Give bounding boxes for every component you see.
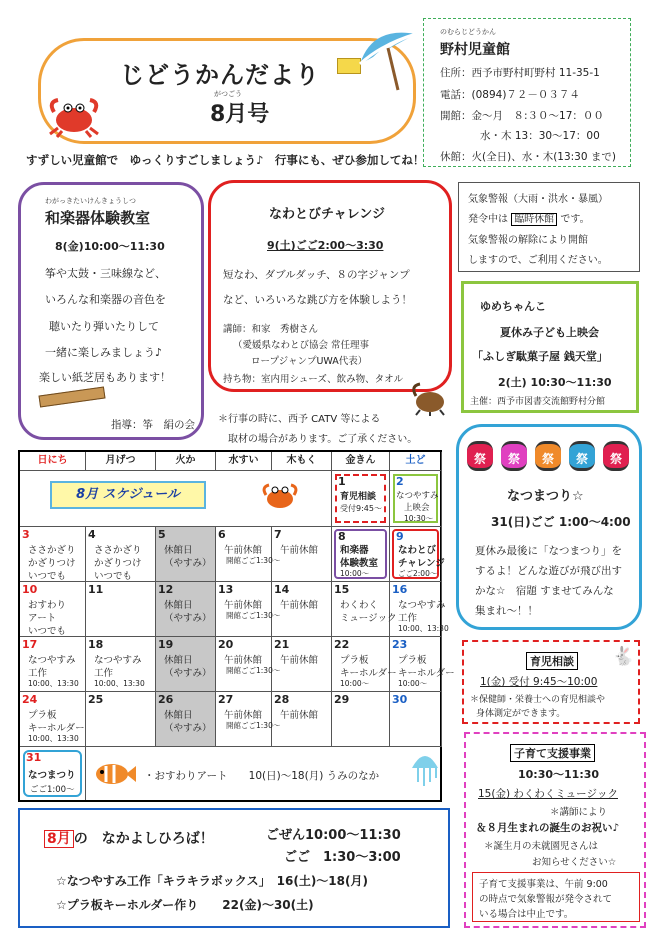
media-note-1: ＊行事の時に、西予 CATV 等による — [218, 414, 381, 425]
hiroba-title-text: の なかよしひろば！ — [73, 831, 214, 847]
calendar-day-20 — [216, 637, 281, 692]
day-event: （やすみ） — [164, 558, 212, 569]
schedule-label: 8月 スケジュール — [50, 481, 206, 509]
day-event: 開館ごご1:30～ — [226, 556, 281, 565]
nawatobi-text: ロープジャンプUWA代表） — [251, 356, 368, 367]
calendar-day-23 — [390, 637, 455, 692]
calendar-day-13 — [216, 582, 281, 637]
lantern-icon: 祭 — [603, 441, 629, 471]
nawatobi-text: 講師：和家 秀樹さん — [223, 324, 319, 335]
calendar-day-14 — [272, 582, 332, 637]
calendar-day-18 — [86, 637, 156, 692]
nawatobi-text: 短なわ、ダブルダッチ、８の字ジャンプ — [223, 269, 410, 281]
calendar-day-11 — [86, 582, 156, 637]
day-event: 午前休館 — [224, 655, 263, 666]
wagakki-title: 和楽器体験教室 — [45, 209, 151, 227]
calendar-day-12 — [156, 582, 216, 637]
day-number: 17 — [22, 638, 38, 651]
matsuri-text: 集まれ～！！ — [475, 605, 538, 617]
matsuri-text: かな☆ 宿題 すませてみんな — [475, 585, 614, 597]
day-event: ごご2:00～ — [398, 569, 438, 578]
page-title: じどうかんだより — [120, 61, 320, 89]
day-number: 18 — [88, 638, 104, 651]
hiroba-title — [44, 828, 214, 848]
kosodate-note-text: いる場合は中止です。 — [479, 909, 574, 920]
hiroba-month: 8月 — [44, 830, 74, 848]
kosodate-text: お知らせください☆ — [532, 857, 617, 868]
day-event: 開館ごご1:30～ — [226, 721, 281, 730]
wagakki-teacher: 指導：筝 絹の会 — [111, 419, 195, 431]
beetle-icon — [408, 382, 448, 420]
kosodate-panel — [464, 732, 646, 928]
day-event: 午前休館 — [280, 545, 319, 556]
movie-title: 「ふしぎ駄菓子屋 銭天堂」 — [472, 350, 608, 363]
day-event: 午前休館 — [224, 545, 263, 556]
koto-icon — [38, 386, 105, 407]
kosodate-time: 10:30～11:30 — [518, 768, 600, 781]
day-number: 12 — [158, 583, 174, 596]
crab-icon — [46, 94, 102, 142]
open-hours-2: 水・木 13：30～17：00 — [480, 130, 600, 142]
day-event: 工作 — [398, 613, 418, 624]
ikuji-text: ＊保健師・栄養士への育児相談や — [470, 695, 606, 705]
wagakki-time: 8(金)10:00～11:30 — [55, 240, 165, 253]
calendar-day-4 — [86, 527, 156, 582]
day-number: 20 — [218, 638, 234, 651]
wagakki-text: 聴いたり弾いたりして — [49, 320, 159, 333]
address: 住所：西予市野村町野村 11-35-1 — [440, 67, 600, 79]
day-number: 10 — [22, 583, 38, 596]
day-event: キーホルダー — [340, 668, 397, 679]
day-event: ごご1:00～ — [30, 785, 75, 795]
calendar-day-26 — [156, 692, 216, 747]
closed-days: 休館：火(全日)、水・木(13:30 まで) — [440, 151, 616, 163]
nawatobi-panel — [208, 180, 452, 392]
day-event: キーホルダー — [28, 723, 85, 734]
day-event: 10:00～ — [340, 679, 370, 688]
day-event: プラ板 — [28, 710, 57, 721]
movie-subtitle: 夏休み子ども上映会 — [500, 326, 599, 339]
kosodate-text: ＆８月生まれの誕生のお祝い♪ — [476, 822, 620, 834]
calendar-day-24 — [20, 692, 86, 747]
movie-host: 主催：西予市図書交流館野村分館 — [470, 397, 606, 407]
day-event: 休館日 — [164, 710, 193, 721]
weather-text: しますので、ご利用ください。 — [468, 255, 608, 266]
calendar-day-5 — [156, 527, 216, 582]
day-event: いつでも — [28, 626, 67, 637]
calendar-day-1 — [332, 471, 390, 527]
day-event: 休館日 — [164, 545, 193, 556]
ikuji-title: 育児相談 — [526, 652, 578, 670]
weekday-header: 月げつ — [86, 452, 156, 471]
matsuri-text: するよ！どんな遊びが飛び出す — [475, 565, 622, 577]
day-number: 6 — [218, 528, 226, 541]
weather-text: 気象警報の解除により開館 — [468, 235, 588, 246]
matsuri-time: 31(日)ごご 1:00～4:00 — [491, 515, 631, 529]
day-number: 29 — [334, 693, 350, 706]
day-event: 10:00～ — [340, 569, 370, 578]
lantern-icon: 祭 — [501, 441, 527, 471]
ikuji-text: 身体測定ができます。 — [476, 709, 566, 719]
day-event: なわとび — [398, 545, 437, 556]
day-event: なつやすみ — [398, 600, 446, 611]
rabbit-icon: 🐇 — [612, 646, 635, 667]
day-number: 22 — [334, 638, 350, 651]
hiroba-am: ごぜん10:00～11:30 — [266, 828, 401, 843]
jellyfish-icon — [410, 750, 440, 794]
day-number: 24 — [22, 693, 38, 706]
day-event: 休館日 — [164, 655, 193, 666]
day-number: 30 — [392, 693, 408, 706]
calendar-day-25 — [86, 692, 156, 747]
phone: 電話：(0894)７２－０３７４ — [440, 89, 580, 101]
kosodate-note — [472, 872, 640, 922]
day-number: 23 — [392, 638, 408, 651]
day-event: キーホルダー — [398, 668, 455, 679]
hiroba-pm: ごご 1:30～3:00 — [284, 850, 401, 865]
day-event: 午前休館 — [224, 600, 263, 611]
day-number: 26 — [158, 693, 174, 706]
temporary-closure: 臨時休館 — [511, 213, 557, 226]
calendar-day-19 — [156, 637, 216, 692]
weather-text: 気象警報（大雨・洪水・暴風） — [468, 194, 608, 205]
month-ruby: がつごう — [214, 90, 242, 98]
calendar-day-28 — [272, 692, 332, 747]
calendar-day-31 — [20, 747, 86, 800]
day-event: プラ板 — [340, 655, 369, 666]
nawatobi-title: なわとびチャレンジ — [269, 207, 385, 222]
wagakki-text: 筝や太鼓・三味線など、 — [45, 267, 166, 280]
day-event: かざりつけ — [94, 558, 142, 569]
media-note-2: 取材の場合があります。ご了承ください。 — [228, 434, 418, 445]
open-hours-1: 開館：金～月 ８:３０～17：００ — [440, 110, 604, 122]
movie-time: 2(土) 10:30～11:30 — [498, 376, 612, 389]
wagakki-ruby: わがっきたいけんきょうしつ — [45, 197, 136, 205]
day-event: 午前休館 — [280, 600, 319, 611]
matsuri-title: なつまつり☆ — [507, 489, 584, 504]
day-event: 午前休館 — [280, 710, 319, 721]
day-event: 10:30～ — [404, 514, 434, 523]
ocean-art-note: ・おすわりアート 10(日)～18(月) うみのなか — [144, 770, 380, 782]
day-number: 7 — [274, 528, 282, 541]
calendar-day-10 — [20, 582, 86, 637]
day-number: 19 — [158, 638, 174, 651]
day-event: （やすみ） — [164, 613, 212, 624]
nawatobi-text: 持ち物：室内用シューズ、飲み物、タオル — [223, 374, 404, 385]
day-event: 10:00、13:30 — [94, 679, 145, 688]
day-event: なつまつり — [28, 770, 76, 781]
day-event: 受付9:45～ — [340, 504, 382, 513]
day-event: アート — [28, 613, 57, 624]
hiroba-item: ☆なつやすみ工作「キラキラボックス」 16(土)～18(月) — [56, 874, 368, 888]
ikuji-panel — [462, 640, 640, 724]
hiroba-panel — [18, 808, 450, 928]
day-event: 工作 — [28, 668, 48, 679]
day-event: 開館ごご1:30～ — [226, 666, 281, 675]
day-number: 2 — [396, 475, 404, 488]
weather-text-a: 発令中は — [468, 214, 508, 225]
day-number: 11 — [88, 583, 104, 596]
day-event: ミュージック — [340, 613, 397, 624]
day-number: 9 — [396, 530, 404, 543]
day-number: 16 — [392, 583, 408, 596]
calendar-day-3 — [20, 527, 86, 582]
calendar-day-7 — [272, 527, 332, 582]
center-name: 野村児童館 — [440, 42, 510, 58]
center-name-ruby: のむらじどうかん — [440, 28, 496, 36]
day-number: 15 — [334, 583, 350, 596]
day-number: 4 — [88, 528, 96, 541]
issue-month: 8月号 — [210, 102, 270, 127]
day-event: 10:00、13:30 — [398, 624, 449, 633]
weekday-header: 火か — [156, 452, 216, 471]
calendar-day-29 — [332, 692, 390, 747]
calendar-day-21 — [272, 637, 332, 692]
day-number: 25 — [88, 693, 104, 706]
calendar-day-9 — [390, 527, 445, 582]
day-event: なつやすみ — [28, 655, 76, 666]
day-event: ささかざり — [28, 545, 76, 556]
day-number: 8 — [338, 530, 346, 543]
movie-panel — [461, 281, 639, 413]
movie-org: ゆめちゃんこ — [480, 300, 546, 313]
schedule-label-cell — [20, 471, 332, 527]
day-event: 上映会 — [404, 503, 430, 513]
parasol-icon — [352, 24, 424, 98]
day-event: 開館ごご1:30～ — [226, 611, 281, 620]
day-event: 工作 — [94, 668, 114, 679]
day-event: いつでも — [94, 571, 133, 582]
kosodate-title: 子育て支援事業 — [510, 744, 595, 762]
matsuri-text: 夏休み最後に「なつまつり」を — [475, 545, 622, 557]
day-event: （やすみ） — [164, 668, 212, 679]
matsuri-panel — [456, 424, 642, 630]
day-number: 31 — [26, 751, 42, 764]
day-event: わくわく — [340, 600, 379, 611]
center-info — [423, 18, 631, 167]
kosodate-event: 15(金) わくわくミュージック — [478, 788, 618, 800]
weekday-header: 金きん — [332, 452, 390, 471]
day-event: 育児相談 — [340, 492, 377, 502]
day-event: 10:00、13:30 — [28, 734, 79, 743]
day-event: ささかざり — [94, 545, 142, 556]
day-event: 10:00、13:30 — [28, 679, 79, 688]
calendar-day-6 — [216, 527, 281, 582]
day-number: 14 — [274, 583, 290, 596]
calendar — [18, 450, 455, 802]
day-event: いつでも — [28, 571, 67, 582]
ikuji-time: 1(金) 受付 9:45～10:00 — [480, 676, 598, 688]
day-number: 13 — [218, 583, 234, 596]
wagakki-text: 楽しい紙芝居もあります！ — [39, 371, 171, 384]
day-number: 1 — [338, 475, 346, 488]
day-event: チャレンジ — [398, 558, 445, 569]
crab-icon — [260, 481, 300, 516]
nawatobi-text: （愛媛県なわとび協会 常任理事 — [233, 340, 370, 351]
lantern-icon: 祭 — [467, 441, 493, 471]
calendar-day-17 — [20, 637, 86, 692]
day-event: なつやすみ — [94, 655, 142, 666]
kosodate-text: ＊誕生月の未就園児さんは — [484, 841, 599, 852]
calendar-day-22 — [332, 637, 397, 692]
calendar-day-30 — [390, 692, 442, 747]
day-event: プラ板 — [398, 655, 427, 666]
hiroba-item: ☆プラ板キーホルダー作り 22(金)～30(土) — [56, 898, 314, 912]
calendar-day-2 — [390, 471, 442, 527]
weather-text — [468, 210, 590, 225]
weather-notice — [458, 182, 640, 272]
lantern-icon: 祭 — [535, 441, 561, 471]
kosodate-text: ＊講師により — [550, 807, 608, 818]
kosodate-note-text: の時点で気象警報が発令されて — [479, 894, 613, 905]
weekday-header: 土ど — [390, 452, 442, 471]
weather-text-c: です。 — [560, 214, 590, 225]
calendar-day-27 — [216, 692, 281, 747]
day-event: なつやすみ — [396, 491, 439, 501]
day-number: 5 — [158, 528, 166, 541]
weekday-header: 日にち — [20, 452, 86, 471]
fish-icon — [94, 760, 136, 792]
wagakki-panel — [18, 182, 204, 440]
tagline: すずしい児童館で ゆっくりすごしましょう♪ 行事にも、ぜひ参加してね！ — [26, 153, 425, 167]
day-event: 和楽器 — [340, 545, 369, 556]
day-number: 3 — [22, 528, 30, 541]
day-event: 午前休館 — [224, 710, 263, 721]
lantern-icon: 祭 — [569, 441, 595, 471]
day-event: 10:00～ — [398, 679, 428, 688]
kosodate-note-text: 子育て支援事業は、午前 9:00 — [479, 879, 608, 890]
calendar-day-15 — [332, 582, 397, 637]
day-number: 28 — [274, 693, 290, 706]
day-event: 午前休館 — [280, 655, 319, 666]
nawatobi-time: 9(土)ごご2:00～3:30 — [267, 239, 384, 252]
calendar-day-16 — [390, 582, 449, 637]
calendar-day-8 — [332, 527, 390, 582]
weekday-header: 木もく — [272, 452, 332, 471]
day-event: 体験教室 — [340, 558, 379, 569]
wagakki-text: いろんな和楽器の音色を — [45, 293, 166, 306]
day-event: （やすみ） — [164, 723, 212, 734]
day-number: 27 — [218, 693, 234, 706]
wagakki-text: 一緒に楽しみましょう♪ — [45, 346, 163, 359]
nawatobi-text: など、いろいろな跳び方を体験しよう！ — [223, 294, 412, 306]
weekday-header: 水すい — [216, 452, 272, 471]
day-event: おすわり — [28, 600, 67, 611]
day-number: 21 — [274, 638, 290, 651]
day-event: かざりつけ — [28, 558, 76, 569]
day-event: 休館日 — [164, 600, 193, 611]
